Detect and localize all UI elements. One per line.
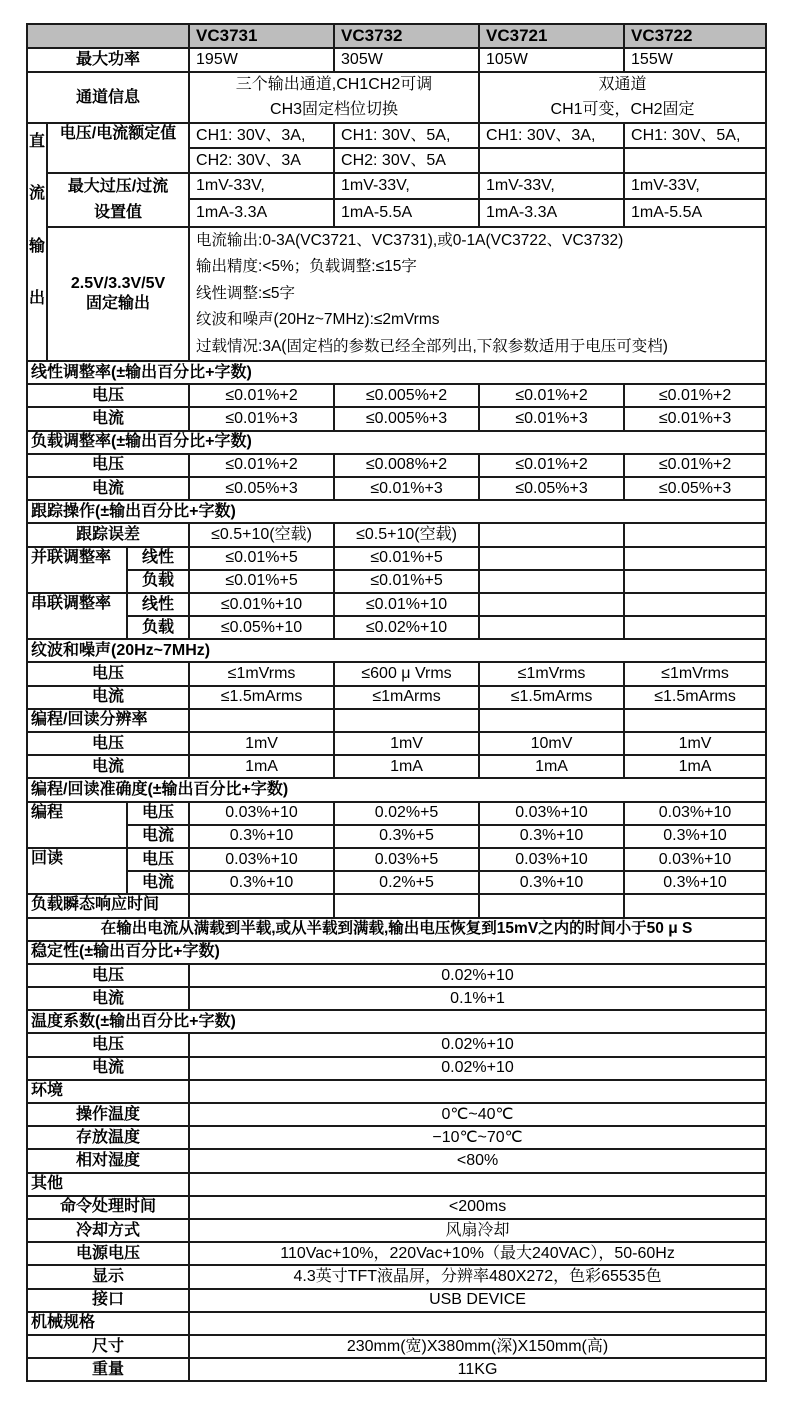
table-row — [27, 1335, 766, 1358]
sub-label: 电压 — [127, 802, 189, 825]
spec-line: 线性调整:≤5字 — [196, 284, 295, 302]
cell-value: 0.2%+5 — [334, 871, 479, 894]
table-row — [27, 454, 766, 477]
table-row — [27, 778, 766, 801]
cell-value: 0.03%+10 — [624, 848, 766, 871]
table-row — [27, 477, 766, 500]
cell-value — [189, 709, 334, 732]
model-header-vc3732: VC3732 — [334, 24, 479, 48]
table-row — [27, 964, 766, 987]
label-line: 最大过压/过流 — [67, 178, 169, 195]
table-row — [27, 1242, 766, 1265]
row-label — [47, 173, 189, 227]
channel-line: CH1可变，CH2固定 — [550, 100, 695, 118]
row-label: 存放温度 — [27, 1126, 189, 1149]
cell-value — [479, 593, 624, 616]
table-row — [27, 1312, 766, 1335]
row-label: 通道信息 — [27, 72, 189, 123]
cell-value — [624, 593, 766, 616]
cell-value: ≤1mVrms — [624, 662, 766, 685]
cell-value: ≤0.5+10(空载) — [334, 523, 479, 546]
cell-value: 10mV — [479, 732, 624, 755]
cell-value: ≤0.008%+2 — [334, 454, 479, 477]
cell-value: 0.02%+10 — [189, 1033, 766, 1056]
cell-value — [334, 894, 479, 917]
table-row — [27, 1289, 766, 1312]
cell-value — [189, 72, 479, 123]
row-label: 跟踪误差 — [27, 523, 189, 546]
cell-value: 0.03%+10 — [189, 802, 334, 825]
cell-value: 1mA — [334, 755, 479, 778]
row-label: 编程 — [27, 802, 127, 848]
cell-value: ≤0.01%+3 — [624, 407, 766, 430]
table-row — [27, 1103, 766, 1126]
cell-value: 1mV-33V, — [479, 173, 624, 199]
cell-value: 155W — [624, 48, 766, 72]
row-label: 命令处理时间 — [27, 1196, 189, 1219]
cell-value: 0.3%+10 — [479, 825, 624, 848]
sub-label: 负载 — [127, 570, 189, 593]
table-row — [27, 523, 766, 546]
row-label: 最大功率 — [27, 48, 189, 72]
cell-value: 0.03%+10 — [189, 848, 334, 871]
cell-value: 1mV-33V, — [334, 173, 479, 199]
table-row — [27, 848, 766, 871]
cell-value: 1mA — [479, 755, 624, 778]
cell-value: 110Vac+10%，220Vac+10%（最大240VAC），50-60Hz — [189, 1242, 766, 1265]
cell-value: ≤0.01%+2 — [479, 454, 624, 477]
table-row — [27, 755, 766, 778]
section-title: 编程/回读准确度(±输出百分比+字数) — [27, 778, 766, 801]
table-row — [27, 709, 766, 732]
row-label: 电流 — [27, 686, 189, 709]
cell-value — [479, 148, 624, 173]
table-row — [27, 1358, 766, 1381]
cell-value — [189, 1173, 766, 1196]
cell-value: CH1: 30V、3A, — [189, 123, 334, 148]
row-label: 串联调整率 — [27, 593, 127, 639]
cell-value: 0.1%+1 — [189, 987, 766, 1010]
table-row — [27, 24, 766, 48]
cell-value: 0.3%+10 — [624, 825, 766, 848]
cell-value: ≤1mVrms — [479, 662, 624, 685]
row-label: 电流 — [27, 755, 189, 778]
corner-cell — [27, 24, 189, 48]
row-label: 电流 — [27, 1057, 189, 1080]
cell-value — [189, 1312, 766, 1335]
cell-value: 1mA-3.3A — [189, 199, 334, 227]
cell-value — [479, 570, 624, 593]
cell-value: 1mA — [624, 755, 766, 778]
cell-value: 195W — [189, 48, 334, 72]
cell-value — [479, 547, 624, 570]
cell-value: CH2: 30V、5A — [334, 148, 479, 173]
cell-value: 0.3%+10 — [189, 825, 334, 848]
cell-value — [479, 894, 624, 917]
table-row — [27, 72, 766, 123]
cell-value: ≤1.5mArms — [624, 686, 766, 709]
cell-value: −10℃~70℃ — [189, 1126, 766, 1149]
sub-label: 线性 — [127, 547, 189, 570]
cell-value: 0.02%+10 — [189, 1057, 766, 1080]
cell-value: CH1: 30V、5A, — [624, 123, 766, 148]
cell-value: USB DEVICE — [189, 1289, 766, 1312]
cell-value: 1mV — [624, 732, 766, 755]
cell-value: 4.3英寸TFT液晶屏，分辨率480X272，色彩65535色 — [189, 1265, 766, 1288]
table-row — [27, 1149, 766, 1172]
row-label: 电压/电流额定值 — [47, 123, 189, 173]
row-label: 回读 — [27, 848, 127, 894]
cell-value: ≤0.01%+2 — [189, 454, 334, 477]
row-label: 接口 — [27, 1289, 189, 1312]
cell-value — [624, 570, 766, 593]
spec-line: 纹波和噪声(20Hz~7MHz):≤2mVrms — [196, 311, 440, 329]
cell-value — [189, 894, 334, 917]
table-row — [27, 616, 766, 639]
model-header-vc3722: VC3722 — [624, 24, 766, 48]
cell-value: <200ms — [189, 1196, 766, 1219]
cell-value: ≤1mVrms — [189, 662, 334, 685]
table-row — [27, 662, 766, 685]
sub-label: 负载 — [127, 616, 189, 639]
label-line: 设置值 — [94, 204, 143, 221]
cell-value: ≤0.005%+3 — [334, 407, 479, 430]
row-label: 电压 — [27, 662, 189, 685]
cell-value: ≤0.01%+2 — [624, 384, 766, 407]
row-label: 电压 — [27, 964, 189, 987]
model-header-vc3731: VC3731 — [189, 24, 334, 48]
cell-value: ≤0.05%+3 — [479, 477, 624, 500]
row-label — [47, 227, 189, 361]
cell-value: ≤1.5mArms — [189, 686, 334, 709]
cell-value: ≤0.01%+5 — [189, 570, 334, 593]
row-label: 相对湿度 — [27, 1149, 189, 1172]
table-row — [27, 639, 766, 662]
side-char: 直 — [28, 133, 45, 150]
cell-value: 1mA-5.5A — [624, 199, 766, 227]
cell-value: ≤0.005%+2 — [334, 384, 479, 407]
label-line: 固定输出 — [86, 295, 151, 313]
table-row — [27, 941, 766, 964]
cell-value: ≤0.5+10(空载) — [189, 523, 334, 546]
sub-label: 电压 — [127, 848, 189, 871]
section-title: 线性调整率(±输出百分比+字数) — [27, 361, 766, 384]
cell-value — [624, 709, 766, 732]
cell-value — [624, 547, 766, 570]
cell-value: ≤0.01%+5 — [334, 547, 479, 570]
cell-value: ≤600 μ Vrms — [334, 662, 479, 685]
table-row — [27, 173, 766, 199]
model-header-vc3721: VC3721 — [479, 24, 624, 48]
spec-table — [26, 23, 767, 1382]
row-label: 尺寸 — [27, 1335, 189, 1358]
cell-value: 0.03%+10 — [624, 802, 766, 825]
cell-value: ≤0.01%+3 — [479, 407, 624, 430]
table-row — [27, 227, 766, 361]
cell-value: ≤0.01%+3 — [189, 407, 334, 430]
cell-value — [189, 1080, 766, 1103]
section-title: 环境 — [27, 1080, 189, 1103]
label-line: 2.5V/3.3V/5V — [70, 275, 166, 293]
row-label: 电流 — [27, 407, 189, 430]
cell-value: 0℃~40℃ — [189, 1103, 766, 1126]
cell-value: CH1: 30V、3A, — [479, 123, 624, 148]
row-label: 操作温度 — [27, 1103, 189, 1126]
row-label: 冷却方式 — [27, 1219, 189, 1242]
table-row — [27, 123, 766, 148]
cell-value: 0.02%+10 — [189, 964, 766, 987]
cell-value: 0.3%+10 — [479, 871, 624, 894]
cell-value — [479, 616, 624, 639]
row-label: 电压 — [27, 1033, 189, 1056]
table-row — [27, 48, 766, 72]
cell-value: 1mV — [189, 732, 334, 755]
cell-value: ≤0.05%+3 — [624, 477, 766, 500]
table-row — [27, 407, 766, 430]
row-label: 电压 — [27, 454, 189, 477]
section-title: 编程/回读分辨率 — [27, 709, 189, 732]
cell-value: ≤1mArms — [334, 686, 479, 709]
table-row — [27, 361, 766, 384]
table-row — [27, 431, 766, 454]
side-char: 输 — [28, 237, 45, 255]
row-label: 电流 — [27, 987, 189, 1010]
table-row — [27, 593, 766, 616]
cell-value — [624, 616, 766, 639]
row-label: 电流 — [27, 477, 189, 500]
section-title: 稳定性(±输出百分比+字数) — [27, 941, 766, 964]
spec-line: 电流输出:0-3A(VC3721、VC3731),或0-1A(VC3722、VC3732) — [196, 232, 624, 249]
spec-line: 输出精度:<5%；负载调整:≤15字 — [196, 258, 417, 276]
cell-value — [479, 72, 766, 123]
side-char: 流 — [28, 185, 45, 203]
cell-value: 0.3%+5 — [334, 825, 479, 848]
cell-value: 305W — [334, 48, 479, 72]
section-title: 其他 — [27, 1173, 189, 1196]
cell-value: 11KG — [189, 1358, 766, 1381]
cell-value: 0.02%+5 — [334, 802, 479, 825]
table-row — [27, 871, 766, 894]
cell-value: ≤0.02%+10 — [334, 616, 479, 639]
section-title: 纹波和噪声(20Hz~7MHz) — [27, 639, 766, 662]
table-row — [27, 1033, 766, 1056]
table-row — [27, 918, 766, 941]
cell-value: ≤1.5mArms — [479, 686, 624, 709]
cell-value: <80% — [189, 1149, 766, 1172]
dc-output-side-label — [27, 123, 47, 361]
table-row — [27, 1196, 766, 1219]
cell-value: ≤0.01%+2 — [624, 454, 766, 477]
cell-value — [479, 523, 624, 546]
cell-value — [624, 894, 766, 917]
spec-line: 过载情况:3A(固定档的参数已经全部列出,下叙参数适用于电压可变档) — [196, 337, 668, 355]
cell-value — [334, 709, 479, 732]
cell-value — [479, 709, 624, 732]
section-title: 机械规格 — [27, 1312, 189, 1335]
cell-value: 230mm(宽)X380mm(深)X150mm(高) — [189, 1335, 766, 1358]
table-row — [27, 500, 766, 523]
sub-label: 电流 — [127, 871, 189, 894]
table-row — [27, 802, 766, 825]
table-row — [27, 987, 766, 1010]
cell-value: 1mA — [189, 755, 334, 778]
cell-value: ≤0.01%+2 — [189, 384, 334, 407]
cell-value: 0.03%+5 — [334, 848, 479, 871]
cell-value: 1mA-3.3A — [479, 199, 624, 227]
channel-line: 三个输出通道,CH1CH2可调 — [235, 76, 433, 93]
cell-value: 1mV-33V, — [624, 173, 766, 199]
sub-label: 电流 — [127, 825, 189, 848]
cell-value: 0.03%+10 — [479, 848, 624, 871]
row-label: 并联调整率 — [27, 547, 127, 593]
cell-value: ≤0.01%+5 — [334, 570, 479, 593]
section-title: 跟踪操作(±输出百分比+字数) — [27, 500, 766, 523]
cell-value: 风扇冷却 — [189, 1219, 766, 1242]
table-row — [27, 570, 766, 593]
table-row — [27, 1265, 766, 1288]
section-title: 温度系数(±输出百分比+字数) — [27, 1010, 766, 1033]
section-title: 负载瞬态响应时间 — [27, 894, 189, 917]
table-row — [27, 1080, 766, 1103]
channel-line: 双通道 — [598, 76, 647, 93]
cell-value: 1mA-5.5A — [334, 199, 479, 227]
cell-value: 1mV — [334, 732, 479, 755]
sub-label: 线性 — [127, 593, 189, 616]
cell-value: ≤0.01%+5 — [189, 547, 334, 570]
cell-value: ≤0.01%+10 — [334, 593, 479, 616]
fixed-output-specs — [189, 227, 766, 361]
cell-value — [624, 148, 766, 173]
table-row — [27, 1219, 766, 1242]
row-label: 电压 — [27, 384, 189, 407]
row-label: 电压 — [27, 732, 189, 755]
section-title: 负载调整率(±输出百分比+字数) — [27, 431, 766, 454]
cell-value: ≤0.01%+3 — [334, 477, 479, 500]
row-label: 电源电压 — [27, 1242, 189, 1265]
table-row — [27, 384, 766, 407]
table-row — [27, 732, 766, 755]
cell-value: 0.03%+10 — [479, 802, 624, 825]
cell-value: ≤0.01%+10 — [189, 593, 334, 616]
cell-value: ≤0.05%+10 — [189, 616, 334, 639]
table-row — [27, 1057, 766, 1080]
cell-value: CH2: 30V、3A — [189, 148, 334, 173]
table-row — [27, 686, 766, 709]
side-char: 出 — [28, 289, 45, 307]
table-row — [27, 1010, 766, 1033]
table-row — [27, 894, 766, 917]
table-row — [27, 547, 766, 570]
cell-value: 105W — [479, 48, 624, 72]
cell-value: ≤0.01%+2 — [479, 384, 624, 407]
row-label: 显示 — [27, 1265, 189, 1288]
cell-value: ≤0.05%+3 — [189, 477, 334, 500]
cell-value: 0.3%+10 — [624, 871, 766, 894]
table-row — [27, 1126, 766, 1149]
table-row — [27, 1173, 766, 1196]
channel-line: CH3固定档位切换 — [270, 100, 399, 118]
cell-value: CH1: 30V、5A, — [334, 123, 479, 148]
row-label: 重量 — [27, 1358, 189, 1381]
table-row — [27, 825, 766, 848]
cell-value: 0.3%+10 — [189, 871, 334, 894]
cell-value: 1mV-33V, — [189, 173, 334, 199]
transient-note: 在输出电流从满载到半载,或从半载到满载,输出电压恢复到15mV之内的时间小于50 μ S — [27, 918, 766, 941]
cell-value — [624, 523, 766, 546]
